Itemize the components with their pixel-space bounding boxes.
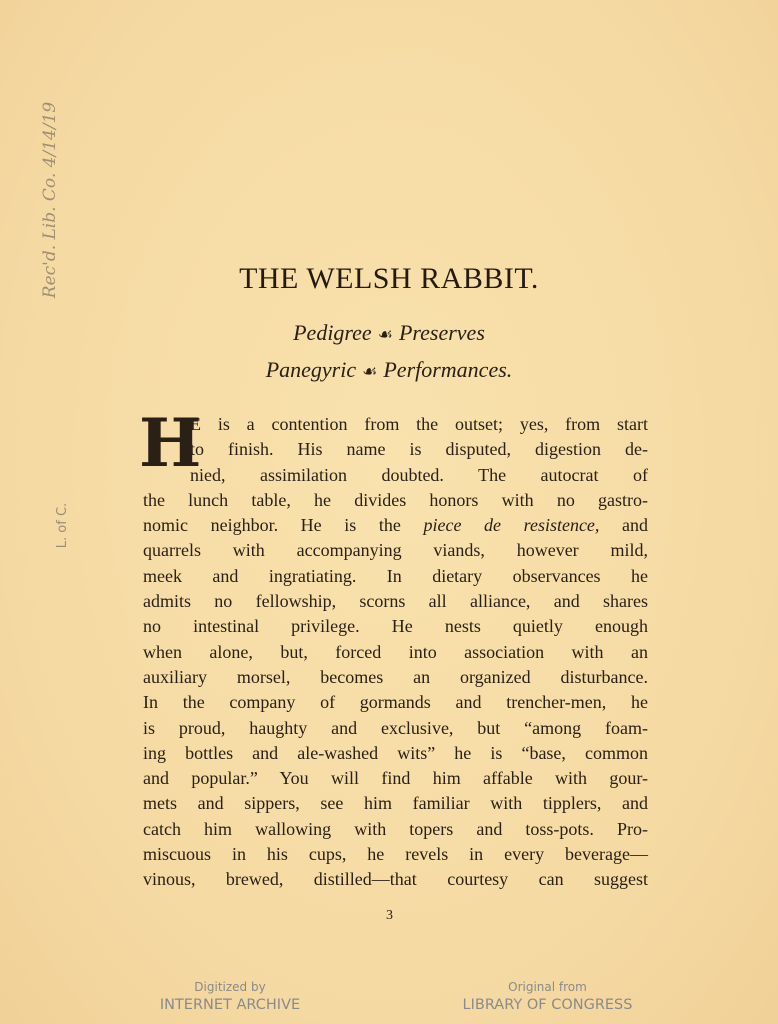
margin-stamp: L. of C. <box>55 502 71 549</box>
ornament-icon: ☙ <box>377 325 393 344</box>
text-line: meek and ingratiating. In dietary observances he <box>143 565 648 586</box>
footer-digitized-by: Digitized by <box>194 980 266 994</box>
subtitle-word: Pedigree <box>293 320 372 345</box>
subtitle-line-2 <box>0 357 778 383</box>
text-segment: nomic neighbor. He is the <box>143 515 401 536</box>
text-line: admits no fellowship, scorns all alliance, and shares <box>143 591 648 612</box>
text-line: E is a contention from the outset; yes, from start <box>190 414 648 434</box>
page-title: THE WELSH RABBIT. <box>239 262 539 295</box>
footer-internet-archive: INTERNET ARCHIVE <box>159 997 301 1013</box>
subtitle-word: Performances. <box>383 357 513 382</box>
subtitle-line-1 <box>0 320 778 346</box>
text-line: no intestinal privilege. He nests quietly enough <box>143 616 648 637</box>
text-line: In the company of gormands and trencher-men, he <box>143 692 648 713</box>
italic-phrase: piece de resistence, <box>423 515 600 536</box>
subtitle-word: Panegyric <box>265 357 357 382</box>
text-line: vinous, brewed, distilled—that courtesy can suggest <box>143 869 648 890</box>
footer-library-of-congress: LIBRARY OF CONGRESS <box>462 997 633 1013</box>
text-line: miscuous in his cups, he revels in every beverage— <box>143 844 648 865</box>
footer-original-from: Original from <box>508 980 587 994</box>
text-line: nied, assimilation doubted. The autocrat of <box>190 464 648 485</box>
text-line: to finish. His name is disputed, digestion de- <box>190 439 648 460</box>
text-line: when alone, but, forced into association with an <box>143 641 648 662</box>
body-text <box>139 404 649 893</box>
subtitle-word: Preserves <box>398 320 485 345</box>
text-line: the lunch table, he divides honors with no gastro- <box>143 489 648 510</box>
text-line: ing bottles and ale-washed wits” he is “base, common <box>143 742 648 763</box>
drop-cap: H <box>139 404 202 482</box>
handwritten-margin-note: Rec'd. Lib. Co. 4/14/19 <box>40 101 60 299</box>
text-line: is proud, haughty and exclusive, but “among foam- <box>143 717 648 738</box>
ornament-icon: ☙ <box>362 362 378 381</box>
text-line: auxiliary morsel, becomes an organized disturbance. <box>143 666 648 687</box>
text-line <box>143 513 648 538</box>
text-line: and popular.” You will find him affable with gour- <box>143 768 648 789</box>
text-line: catch him wallowing with topers and toss-pots. Pro- <box>143 818 648 839</box>
page-number: 3 <box>386 908 393 923</box>
text-line: quarrels with accompanying viands, however mild, <box>143 540 648 561</box>
text-line: mets and sippers, see him familiar with tipplers, and <box>143 793 648 814</box>
text-segment: and <box>622 515 649 536</box>
